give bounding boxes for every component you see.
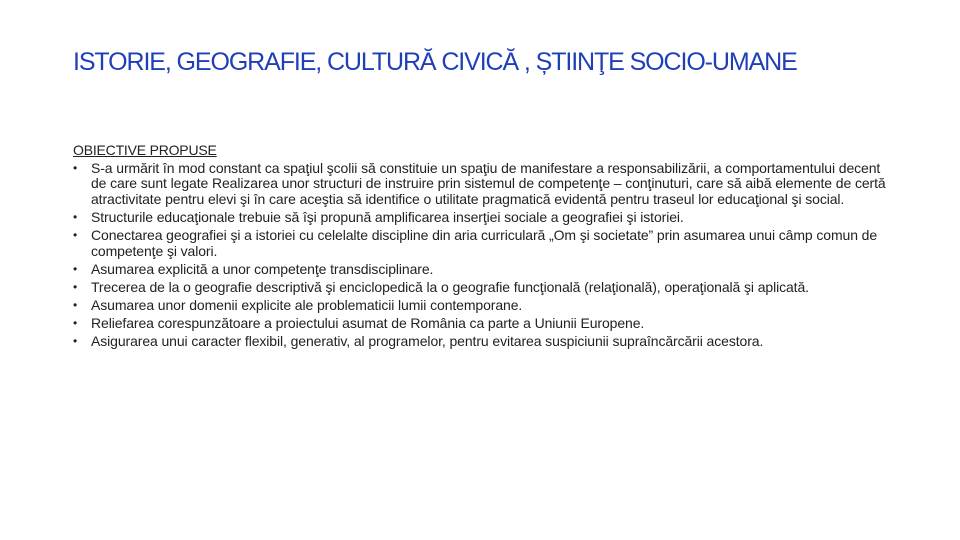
bullet-icon: •: [73, 261, 78, 276]
list-item: [73, 210, 888, 226]
bullet-icon: •: [73, 227, 78, 242]
bullet-icon: •: [73, 315, 78, 330]
bullet-icon: •: [73, 160, 78, 175]
list-item-text: Structurile educaţionale trebuie să îşi propună amplificarea inserţiei sociale a geografiei şi istoriei.: [91, 208, 684, 225]
list-item: [73, 262, 888, 278]
bullet-icon: •: [73, 297, 78, 312]
list-item-text: Conectarea geografiei şi a istoriei cu celelalte discipline din aria curriculară „Om şi societate” prin asumarea unui câmp comun de competenţe şi valori.: [91, 226, 878, 259]
list-item: [73, 316, 888, 332]
list-item: [73, 334, 888, 350]
slide-content: [73, 143, 888, 352]
bullet-icon: •: [73, 334, 78, 349]
list-item: [73, 298, 888, 314]
list-item-text: Reliefarea corespunzătoare a proiectului asumat de România ca parte a Uniunii Europene.: [91, 314, 645, 331]
list-item: [73, 161, 888, 208]
list-item-text: Asumarea unor domenii explicite ale problematicii lumii contemporane.: [91, 296, 523, 313]
list-item-text: Asigurarea unui caracter flexibil, generativ, al programelor, pentru evitarea suspiciunii supraîncărcării acestora.: [91, 333, 764, 350]
list-item-text: S-a urmărit în mod constant ca spaţiul şcolii să constituie un spaţiu de manifestare a responsabilizării, a comportamentului decent de care sunt legate Realizarea unor structuri de instruire prin sistemul de competenţe – conţinuturi, care să aibă elemente de certă atractivitate pentru elevi şi în care aceştia să identifice o utilitate pragmatică evidentă pentru traseul lor educaţional şi social.: [91, 159, 886, 207]
list-item: [73, 280, 888, 296]
list-item: [73, 228, 888, 259]
list-item-text: Trecerea de la o geografie descriptivă şi enciclopedică la o geografie funcţională (relaţională), operaţională şi aplicată.: [91, 278, 809, 295]
list-item-text: Asumarea explicită a unor competenţe transdisciplinare.: [91, 260, 434, 277]
bullet-icon: •: [73, 279, 78, 294]
section-heading: OBIECTIVE PROPUSE: [73, 142, 217, 158]
objectives-list: [73, 161, 888, 350]
bullet-icon: •: [73, 209, 78, 224]
slide-title: ISTORIE, GEOGRAFIE, CULTURĂ CIVICĂ , ȘTIINŢE SOCIO-UMANE: [73, 48, 797, 76]
